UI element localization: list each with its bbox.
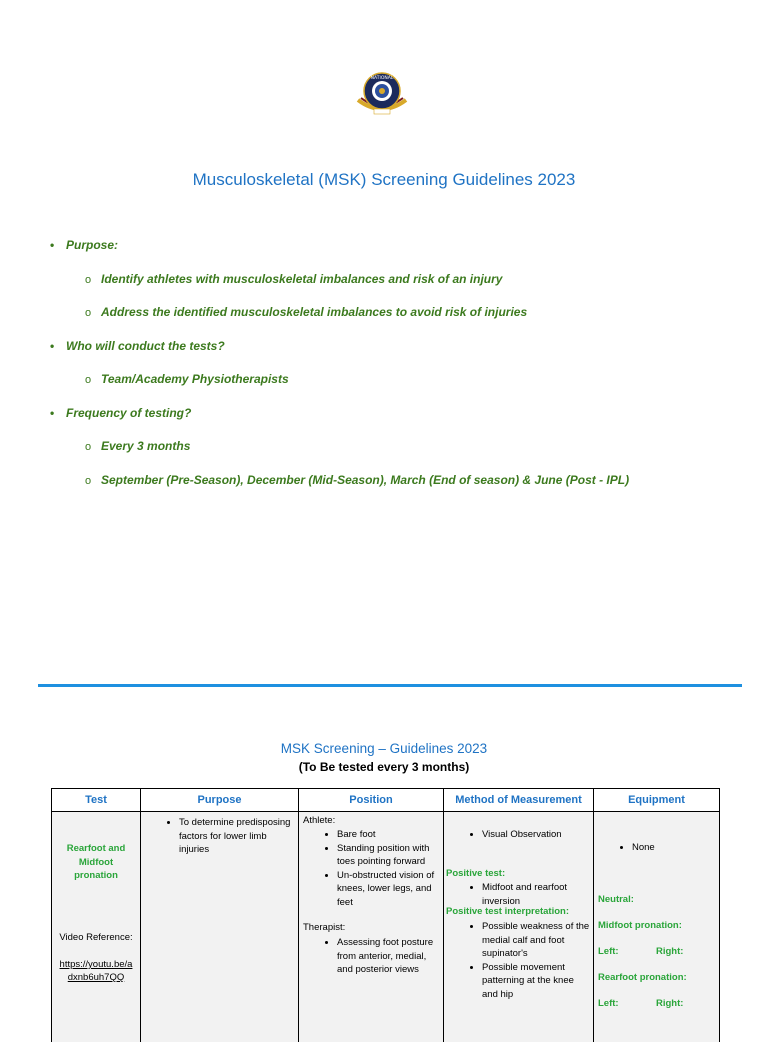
list-item: • Possible movement patterning at the knee and hip bbox=[482, 961, 591, 1002]
svg-text:NATIONAL: NATIONAL bbox=[370, 76, 394, 81]
list-item: • None bbox=[632, 841, 715, 855]
table-row bbox=[52, 812, 720, 1043]
equipment-list bbox=[594, 841, 715, 855]
purpose-label: Purpose: bbox=[66, 238, 119, 252]
positive-test-list bbox=[444, 881, 591, 908]
header-test: Test bbox=[52, 789, 141, 812]
purpose-item-text: Identify athletes with musculoskeletal imbalances and risk of an injury bbox=[101, 272, 503, 286]
frequency-item-text: Every 3 months bbox=[101, 439, 191, 453]
who-item-text: Team/Academy Physiotherapists bbox=[101, 372, 289, 386]
list-item: • Possible weakness of the medial calf and foot supinator's bbox=[482, 920, 591, 961]
midfoot-right-label: Right: bbox=[656, 946, 684, 957]
who-item bbox=[85, 372, 289, 386]
athlete-label: Athlete: bbox=[303, 815, 336, 826]
athlete-list bbox=[299, 828, 439, 909]
purpose-item-text: Address the identified musculoskeletal imbalances to avoid risk of injuries bbox=[101, 305, 528, 319]
rearfoot-pronation-label: Rearfoot pronation: bbox=[598, 972, 687, 983]
header-purpose: Purpose bbox=[141, 789, 299, 812]
neutral-label: Neutral: bbox=[598, 894, 634, 905]
frequency-item-text: September (Pre-Season), December (Mid-Season), March (End of season) & June (Post - IPL) bbox=[101, 473, 630, 487]
academy-seal-logo bbox=[355, 70, 409, 116]
frequency-item bbox=[85, 473, 629, 487]
header-equipment: Equipment bbox=[594, 789, 720, 812]
header-position: Position bbox=[299, 789, 444, 812]
midfoot-left-label: Left: bbox=[598, 946, 619, 957]
list-item: • Bare foot bbox=[337, 828, 439, 842]
bullet-dot: • bbox=[50, 406, 55, 420]
positive-test-label: Positive test: bbox=[446, 868, 506, 879]
frequency-label: Frequency of testing? bbox=[66, 406, 192, 420]
frequency-item bbox=[85, 439, 190, 453]
interpretation-list bbox=[444, 920, 591, 1001]
purpose-cell bbox=[141, 812, 299, 1043]
circle-bullet: o bbox=[85, 274, 92, 286]
table-header-row bbox=[52, 789, 720, 812]
list-item: • Visual Observation bbox=[482, 828, 591, 842]
method-cell bbox=[444, 812, 594, 1043]
bullet-dot: • bbox=[50, 238, 55, 252]
video-link[interactable]: https://youtu.be/adxnb6uh7QQ bbox=[59, 959, 133, 983]
frequency-bullet bbox=[50, 406, 191, 420]
circle-bullet: o bbox=[85, 307, 92, 319]
purpose-item bbox=[85, 305, 527, 319]
document-title: Musculoskeletal (MSK) Screening Guidelines 2023 bbox=[192, 170, 576, 189]
screening-table bbox=[51, 788, 720, 1042]
purpose-bullet bbox=[50, 238, 118, 252]
circle-bullet: o bbox=[85, 441, 92, 453]
section-note: (To Be tested every 3 months) bbox=[298, 760, 470, 774]
rearfoot-right-label: Right: bbox=[656, 998, 684, 1009]
list-item: • Standing position with toes pointing forward bbox=[337, 842, 439, 869]
therapist-list bbox=[299, 936, 439, 977]
test-cell bbox=[52, 812, 141, 1043]
interpretation-label: Positive test interpretation: bbox=[446, 906, 569, 917]
purpose-list bbox=[141, 816, 298, 857]
method-list bbox=[444, 828, 591, 842]
list-item: • Midfoot and rearfoot inversion bbox=[482, 881, 591, 908]
equipment-cell bbox=[594, 812, 720, 1043]
midfoot-pronation-label: Midfoot pronation: bbox=[598, 920, 682, 931]
rearfoot-left-label: Left: bbox=[598, 998, 619, 1009]
position-cell bbox=[299, 812, 444, 1043]
test-name: Rearfoot and Midfoot pronation bbox=[66, 843, 126, 881]
list-item: • To determine predisposing factors for lower limb injuries bbox=[179, 816, 298, 857]
circle-bullet: o bbox=[85, 374, 92, 386]
purpose-item bbox=[85, 272, 502, 286]
video-label: Video Reference: bbox=[59, 932, 133, 943]
who-bullet bbox=[50, 339, 225, 353]
list-item: • Assessing foot posture from anterior, medial, and posterior views bbox=[337, 936, 439, 977]
list-item: • Un-obstructed vision of knees, lower legs, and feet bbox=[337, 869, 439, 910]
who-label: Who will conduct the tests? bbox=[66, 339, 225, 353]
circle-bullet: o bbox=[85, 475, 92, 487]
therapist-label: Therapist: bbox=[303, 922, 346, 933]
section-title: MSK Screening – Guidelines 2023 bbox=[280, 741, 488, 756]
section-divider bbox=[38, 684, 742, 687]
bullet-dot: • bbox=[50, 339, 55, 353]
header-method: Method of Measurement bbox=[444, 789, 594, 812]
